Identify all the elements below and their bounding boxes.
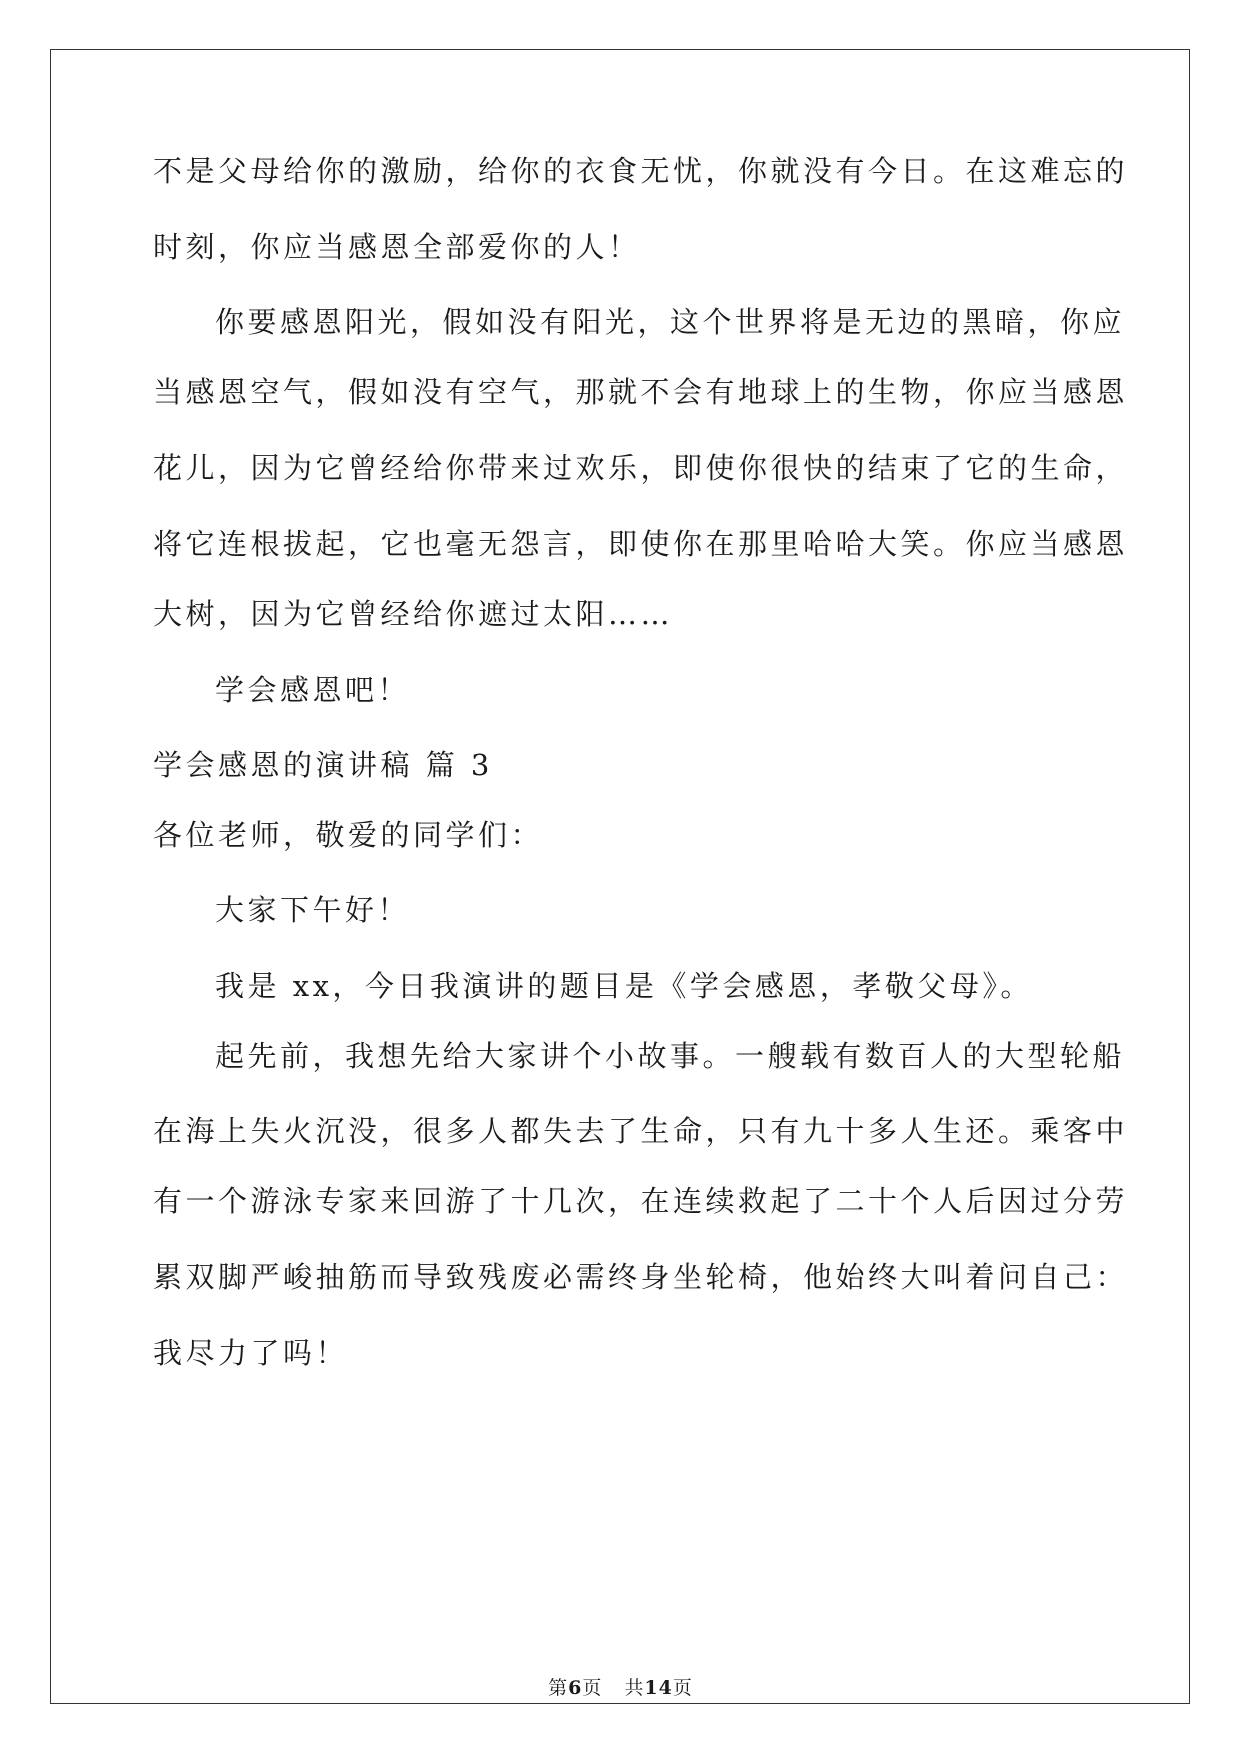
salutation: 各位老师，敬爱的同学们： <box>153 818 544 852</box>
page-border <box>50 49 1190 1704</box>
page-suffix: 页 <box>582 1677 603 1699</box>
total-prefix: 共 <box>624 1677 645 1699</box>
section-heading: 学会感恩的演讲稿 篇 3 <box>153 748 493 782</box>
text-line: 在海上失火沉没，很多人都失去了生命，只有九十多人生还。乘客中 <box>153 1114 1129 1148</box>
text-line: 我是 xx，今日我演讲的题目是《学会感恩，孝敬父母》。 <box>215 969 1033 1003</box>
text-line: 你要感恩阳光，假如没有阳光，这个世界将是无边的黑暗，你应 <box>215 305 1126 339</box>
text-line: 起先前，我想先给大家讲个小故事。一艘载有数百人的大型轮船 <box>215 1039 1126 1073</box>
text-line: 将它连根拔起，它也毫无怨言，即使你在那里哈哈大笑。你应当感恩 <box>153 527 1129 561</box>
total-suffix: 页 <box>672 1677 693 1699</box>
text-line: 当感恩空气，假如没有空气，那就不会有地球上的生物，你应当感恩 <box>153 375 1129 409</box>
text-line: 不是父母给你的激励，给你的衣食无忧，你就没有今日。在这难忘的 <box>153 154 1129 188</box>
page-footer <box>0 1676 1241 1700</box>
text-line: 大树，因为它曾经给你遮过太阳…… <box>153 597 674 631</box>
text-line: 有一个游泳专家来回游了十几次，在连续救起了二十个人后因过分劳 <box>153 1184 1129 1218</box>
greeting: 大家下午好！ <box>215 893 411 927</box>
text-line: 花儿，因为它曾经给你带来过欢乐，即使你很快的结束了它的生命， <box>153 451 1129 485</box>
text-line: 时刻，你应当感恩全部爱你的人！ <box>153 230 641 264</box>
page-number: 6 <box>568 1677 583 1699</box>
text-line: 学会感恩吧！ <box>215 673 411 707</box>
page-prefix: 第 <box>548 1677 569 1699</box>
text-line: 我尽力了吗！ <box>153 1336 349 1370</box>
total-pages: 14 <box>644 1677 673 1699</box>
text-line: 累双脚严峻抽筋而导致残废必需终身坐轮椅，他始终大叫着问自己： <box>153 1260 1129 1294</box>
